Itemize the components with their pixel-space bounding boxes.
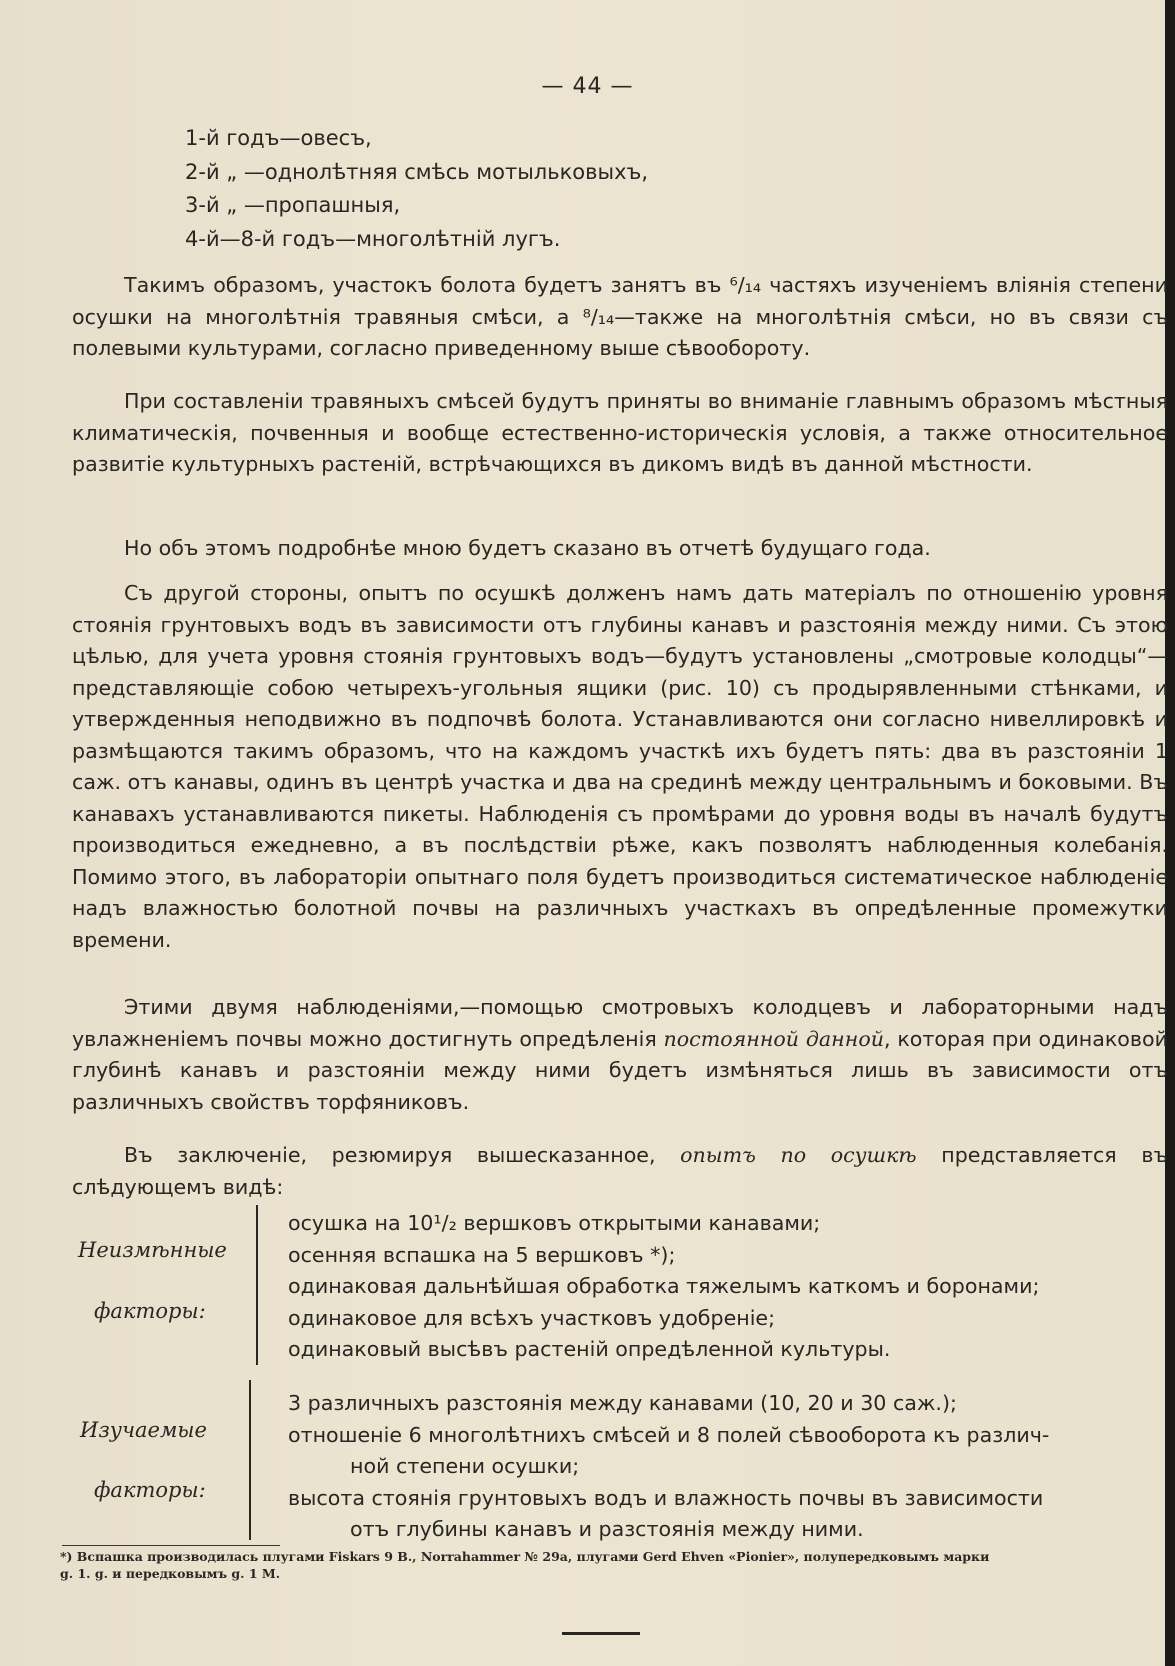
paragraph-4-text: Съ другой стороны, опытъ по осушкѣ долженъ намъ дать матеріалъ по отношенію уровня стоянія грунтовыхъ водъ въ зависимости отъ глубины канавъ и разстоянія между ними. Съ этою цѣлью, для учета уровня стоянія грунтовыхъ водъ—будутъ установлены „смотровые колодцы“—представляющіе собою четырехъ-угольныя ящики (рис. 10) съ продырявленными стѣнками, и утвержденныя неподвижно въ подпочвѣ болота. Устанавливаются они согласно нивеллировкѣ и размѣщаются такимъ образомъ, что на каждомъ участкѣ ихъ будетъ пять: два въ разстояніи 1 саж. отъ канавы, одинъ въ центрѣ участка и два на срединѣ между центральнымъ и боковыми. Въ канавахъ устанавливаются пикеты. Наблюденія съ промѣрами до уровня воды въ началѣ будутъ производиться ежедневно, а въ послѣдствіи рѣже, какъ позволятъ наблюденныя колебанія. Помимо этого, въ лабораторіи опытнаго поля будетъ производиться систематическое наблюденіе надъ влажностью болотной почвы на различныхъ участкахъ въ опредѣленные промежутки времени. (72, 581, 1168, 952)
constant-factors-list (288, 1208, 1039, 1366)
factor-item-continuation: отъ глубины канавъ и разстоянія между ними. (350, 1517, 864, 1542)
rotation-line: 2-й „ —однолѣтняя смѣсь мотыльковыхъ, (185, 159, 649, 184)
footnote (60, 1548, 1160, 1582)
paragraph-3-text: Но объ этомъ подробнѣе мною будетъ сказано въ отчетѣ будущаго года. (124, 536, 931, 560)
factor-item: одинаковое для всѣхъ участковъ удобреніе; (288, 1305, 776, 1330)
footnote-line: g. 1. g. и передковымъ g. 1 M. (60, 1566, 281, 1581)
brace-studied (249, 1380, 251, 1540)
paragraph-5 (72, 992, 1168, 1118)
factor-item: высота стоянія грунтовыхъ водъ и влажность почвы въ зависимости (288, 1485, 1044, 1510)
footnote-line: *) Вспашка производилась плугами Fiskars 9 B., Norrahammer № 29a, плугами Gerd Ehven «Pionier», полупередковымъ марки (60, 1549, 990, 1564)
rotation-line: 4-й—8-й годъ—многолѣтній лугъ. (185, 226, 561, 251)
factor-item: одинаковый высѣвъ растеній опредѣленной культуры. (288, 1337, 891, 1362)
constant-factors-label: Неизмѣнные (78, 1238, 227, 1262)
emphasis-experiment: опытъ по осушкѣ (680, 1143, 917, 1167)
paragraph-4 (72, 578, 1168, 956)
page-number: — 44 — (541, 74, 634, 99)
constant-factors-label-2: факторы: (94, 1299, 206, 1323)
paragraph-1 (72, 270, 1168, 365)
studied-factors-label: Изучаемые (80, 1418, 207, 1442)
rotation-line: 3-й „ —пропашныя, (185, 193, 401, 217)
factor-item: 3 различныхъ разстоянія между канавами (10, 20 и 30 саж.); (288, 1391, 957, 1415)
paragraph-3 (72, 533, 1168, 565)
paragraph-6-text-end: представляется въ слѣдующемъ видѣ: (72, 1143, 1169, 1199)
paragraph-5-text: Этими двумя наблюденіями,—помощью смотровыхъ колодцевъ и лабораторными надъ увлажненіемъ почвы можно достигнуть опредѣленія (72, 995, 1168, 1051)
factor-item-continuation: ной степени осушки; (350, 1454, 580, 1479)
paragraph-2-text: При составленіи травяныхъ смѣсей будутъ приняты во вниманіе главнымъ образомъ мѣстныя климатическія, почвенныя и вообще естественно-историческія условія, а также относительное развитіе культурныхъ растеній, встрѣчающихся въ дикомъ видѣ въ данной мѣстности. (72, 389, 1168, 476)
factor-item: осушка на 10¹/₂ вершковъ открытыми канавами; (288, 1211, 821, 1235)
paragraph-6-text: Въ заключеніе, резюмируя вышесказанное, (124, 1143, 681, 1167)
emphasis-constant: постоянной данной (663, 1026, 884, 1051)
footnote-rule (62, 1545, 280, 1546)
factor-item: осенняя вспашка на 5 вершковъ *); (288, 1242, 676, 1267)
page-end-rule (562, 1632, 640, 1635)
paragraph-1-text: Такимъ образомъ, участокъ болота будетъ занятъ въ ⁶/₁₄ частяхъ изученіемъ вліянія степени осушки на многолѣтнія травяныя смѣси, а ⁸/₁₄—также на многолѣтнія смѣси, но въ связи съ полевыми культурами, согласно приведенному выше сѣвообороту. (72, 273, 1168, 360)
factor-item: отношеніе 6 многолѣтнихъ смѣсей и 8 полей сѣвооборота къ различ- (288, 1422, 1050, 1447)
brace-constant (256, 1205, 258, 1365)
paragraph-6 (72, 1140, 1168, 1203)
paragraph-5-text-end: , которая при одинаковой глубинѣ канавъ и разстояніи между ними будетъ измѣняться лишь въ зависимости отъ различныхъ свойствъ торфяниковъ. (72, 1026, 1169, 1114)
crop-rotation-list (185, 122, 648, 256)
studied-factors-label-2: факторы: (94, 1478, 206, 1502)
rotation-line: 1-й годъ—овесъ, (185, 126, 372, 150)
paragraph-2 (72, 386, 1168, 481)
studied-factors-list (288, 1388, 1049, 1546)
factor-item: одинаковая дальнѣйшая обработка тяжелымъ каткомъ и боронами; (288, 1274, 1040, 1299)
